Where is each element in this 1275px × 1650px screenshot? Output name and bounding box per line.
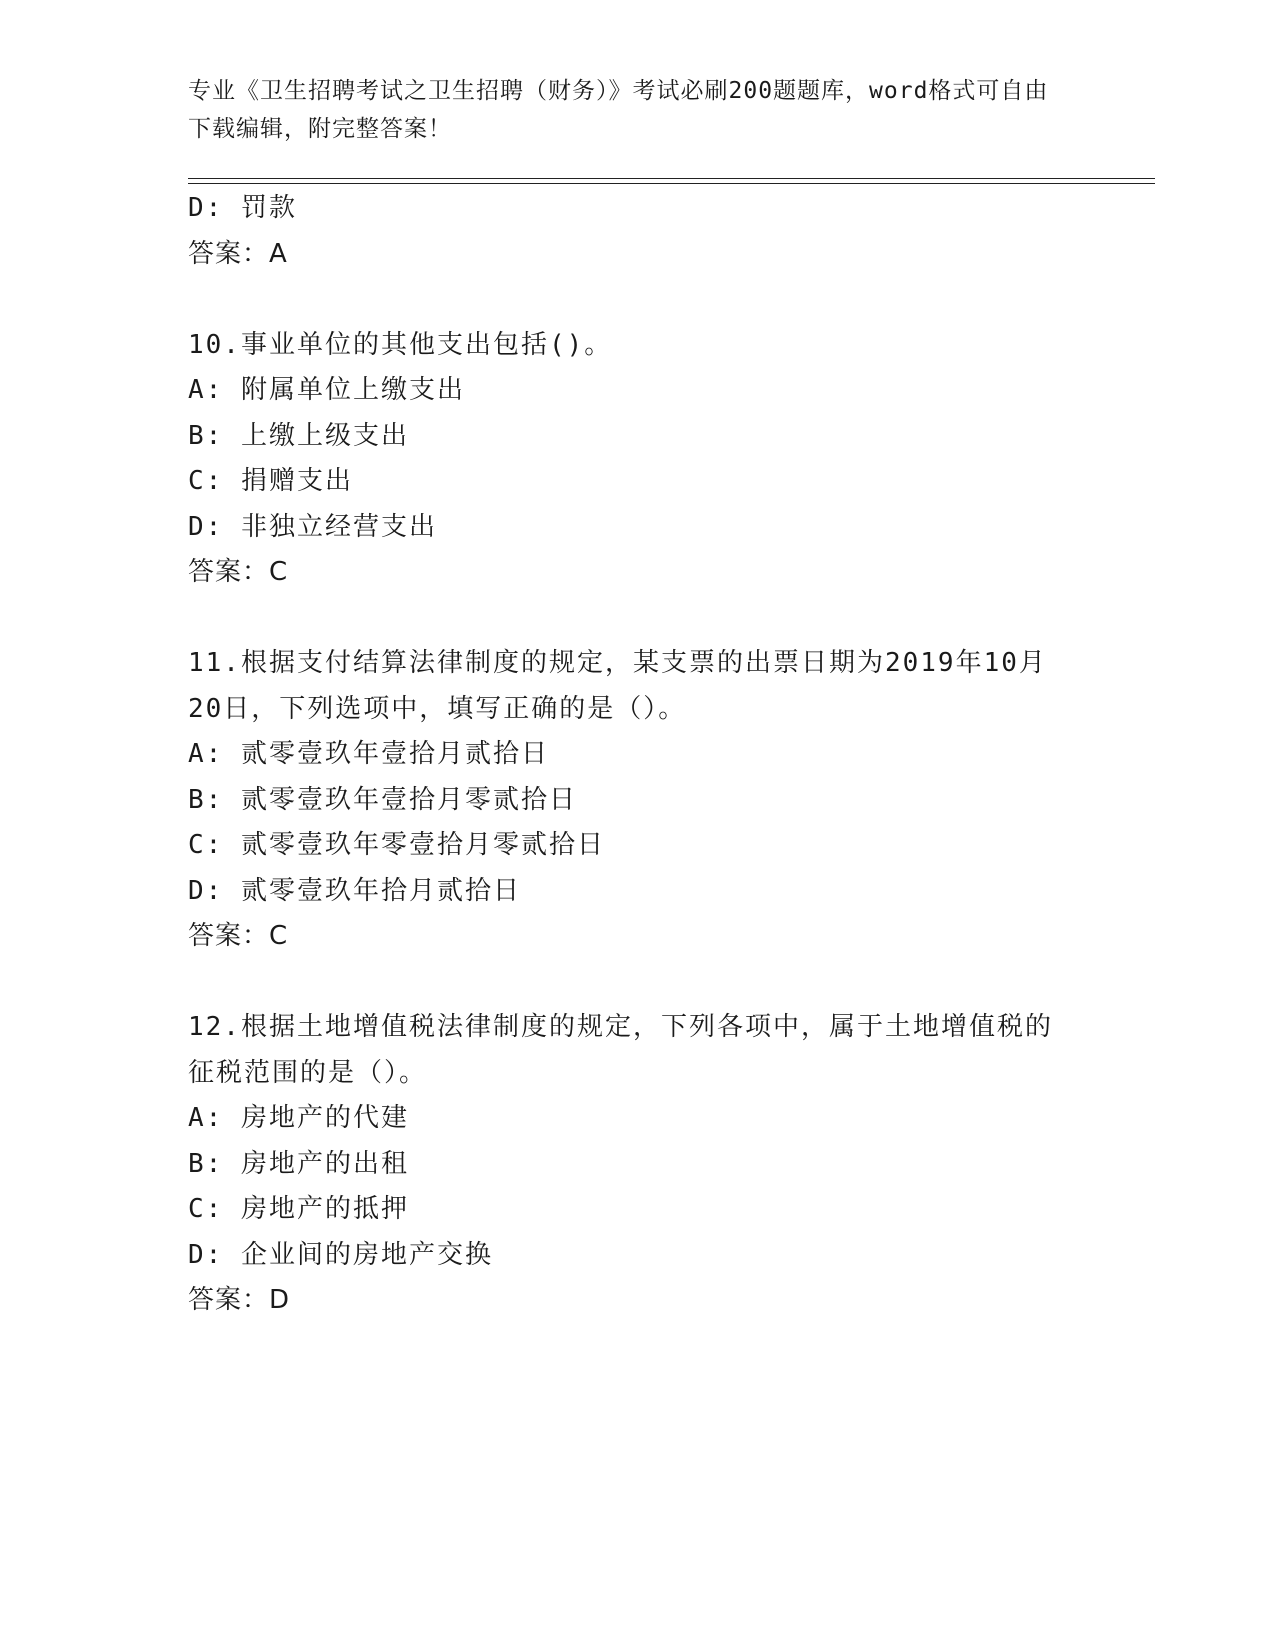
question-text-line-2: 20日，下列选项中，填写正确的是（）。: [188, 693, 687, 724]
option-d: D: 非独立经营支出: [188, 511, 437, 542]
option-b: B: 上缴上级支出: [188, 420, 409, 451]
answer: 答案：C: [188, 921, 289, 951]
question-text-line-1: 12.根据土地增值税法律制度的规定，下列各项中，属于土地增值税的: [188, 1012, 1053, 1042]
question-text-line-2: 征税范围的是（）。: [188, 1057, 428, 1088]
header-divider-bottom: [188, 183, 1155, 184]
option-c: C: 贰零壹玖年零壹拾月零贰拾日: [188, 830, 605, 860]
option-a: A: 附属单位上缴支出: [188, 375, 465, 405]
option-d: D: 贰零壹玖年拾月贰拾日: [188, 875, 521, 906]
spacer: [188, 277, 1088, 323]
option-d: D: 企业间的房地产交换: [188, 1239, 493, 1270]
question-text: 10.事业单位的其他支出包括()。: [188, 329, 613, 360]
option-d: D: 罚款: [188, 193, 297, 223]
option-a: A: 房地产的代建: [188, 1103, 409, 1133]
answer: 答案：D: [188, 1285, 291, 1315]
option-c: C: 捐赠支出: [188, 466, 353, 496]
question-10: [188, 323, 1088, 596]
answer: 答案：C: [188, 557, 289, 587]
option-b: B: 房地产的出租: [188, 1148, 409, 1179]
question-11: [188, 641, 1088, 960]
question-text-line-1: 11.根据支付结算法律制度的规定，某支票的出票日期为2019年10月: [188, 648, 1047, 678]
spacer: [188, 596, 1088, 642]
document-header: 专业《卫生招聘考试之卫生招聘（财务）》考试必刷200题题库，word格式可自由下载编辑，附完整答案！: [188, 78, 1049, 142]
option-c: C: 房地产的抵押: [188, 1194, 409, 1224]
option-b: B: 贰零壹玖年壹拾月零贰拾日: [188, 784, 577, 815]
answer: 答案：A: [188, 238, 288, 269]
spacer: [188, 960, 1088, 1006]
question-12: [188, 1005, 1088, 1324]
option-a: A: 贰零壹玖年壹拾月贰拾日: [188, 739, 549, 769]
document-body: [188, 186, 1088, 1324]
header-divider-top: [188, 178, 1155, 179]
